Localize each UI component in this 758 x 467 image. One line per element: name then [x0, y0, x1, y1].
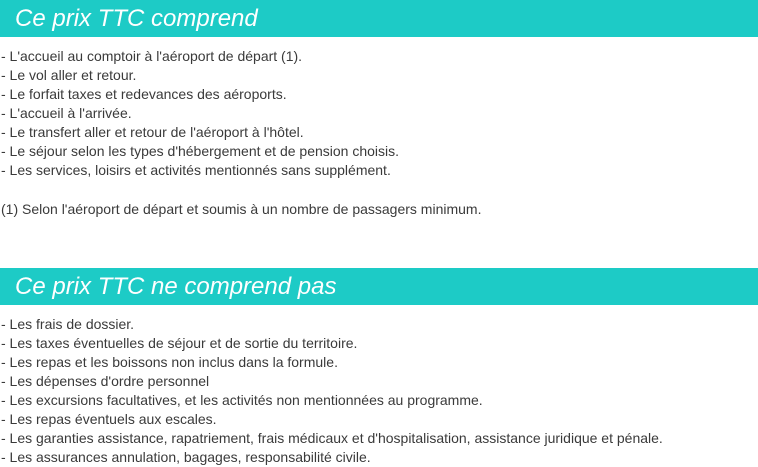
list-item: - Les repas et les boissons non inclus dans la formule.	[1, 354, 338, 370]
list-item: - Les taxes éventuelles de séjour et de sortie du territoire.	[1, 335, 358, 351]
list-item: - Les garanties assistance, rapatriement, frais médicaux et d'hospitalisation, assistance juridique et pénale.	[1, 430, 663, 446]
list-item: - Les dépenses d'ordre personnel	[1, 373, 210, 389]
list-item: - Le vol aller et retour.	[1, 67, 137, 83]
list-item: - Les assurances annulation, bagages, responsabilité civile.	[1, 449, 371, 465]
excludes-section-header	[0, 268, 758, 305]
list-item: - L'accueil au comptoir à l'aéroport de départ (1).	[1, 48, 303, 64]
includes-section-header	[0, 0, 758, 37]
list-item: - Le séjour selon les types d'hébergement et de pension choisis.	[1, 143, 400, 159]
list-item: - L'accueil à l'arrivée.	[1, 105, 132, 121]
list-item: - Le transfert aller et retour de l'aéroport à l'hôtel.	[1, 124, 304, 140]
excludes-title: Ce prix TTC ne comprend pas	[15, 273, 337, 300]
includes-list	[1, 47, 399, 180]
list-item: - Les excursions facultatives, et les activités non mentionnées au programme.	[1, 392, 483, 408]
list-item: - Les services, loisirs et activités mentionnés sans supplément.	[1, 162, 391, 178]
includes-title: Ce prix TTC comprend	[15, 5, 258, 32]
excludes-list	[1, 315, 663, 467]
includes-footnote: (1) Selon l'aéroport de départ et soumis à un nombre de passagers minimum.	[1, 201, 482, 217]
list-item: - Les frais de dossier.	[1, 316, 135, 332]
list-item: - Le forfait taxes et redevances des aéroports.	[1, 86, 287, 102]
list-item: - Les repas éventuels aux escales.	[1, 411, 217, 427]
